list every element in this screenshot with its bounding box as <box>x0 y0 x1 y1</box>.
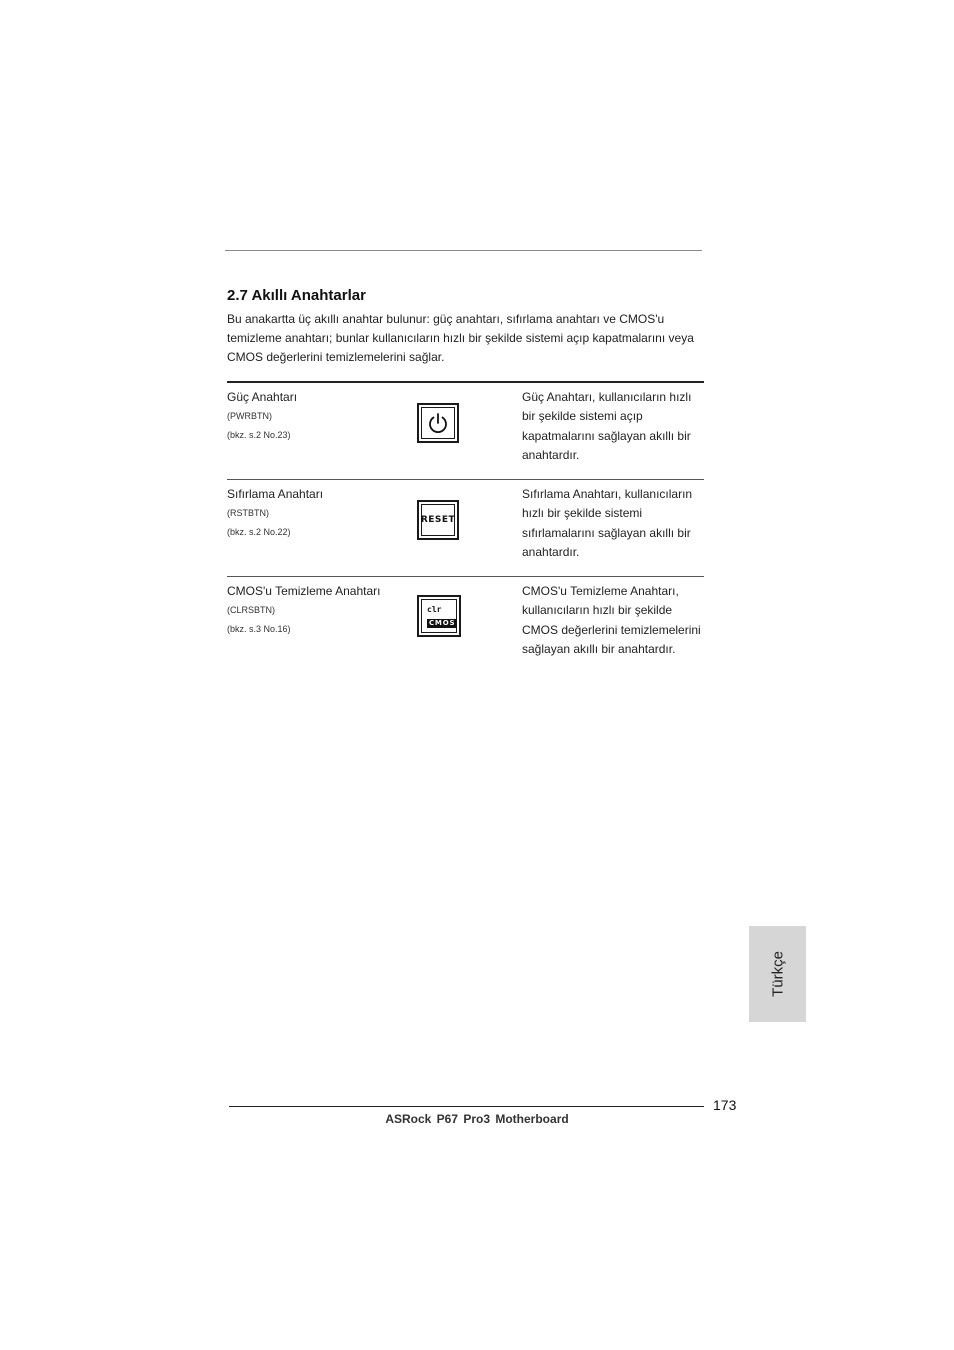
switch-reference: (bkz. s.3 No.16) <box>227 624 291 634</box>
switch-code: (PWRBTN) <box>227 411 272 421</box>
switch-row-power <box>227 383 704 480</box>
clear-cmos-icon <box>417 595 461 637</box>
switch-name: Sıfırlama Anahtarı <box>227 487 324 501</box>
switch-row-reset <box>227 480 704 577</box>
switch-description: Sıfırlama Anahtarı, kullanıcıların hızlı bir şekilde sistemi sıfırlamalarını sağlayan akıllı bir anahtardır. <box>522 487 693 559</box>
switch-row-clear-cmos <box>227 577 704 687</box>
language-tab-label: Türkçe <box>769 951 786 997</box>
top-divider <box>225 250 702 251</box>
switch-name: Güç Anahtarı <box>227 390 298 404</box>
switch-description: CMOS'u Temizleme Anahtarı, kullanıcıların hızlı bir şekilde CMOS değerlerini temizlemelerini sağlayan akıllı bir anahtardır. <box>522 584 701 656</box>
power-icon <box>417 403 459 443</box>
reset-icon <box>417 500 459 540</box>
power-symbol <box>426 411 450 435</box>
reset-icon-label: RESET <box>420 515 456 525</box>
switch-description: Güç Anahtarı, kullanıcıların hızlı bir şekilde sistemi açıp kapatmalarını sağlayan akıllı bir anahtardır. <box>522 390 692 462</box>
footer-divider <box>229 1106 704 1107</box>
footer-title: ASRock P67 Pro3 Motherboard <box>385 1112 569 1126</box>
clear-cmos-icon-clr: clr <box>427 605 442 614</box>
switch-table <box>227 381 704 687</box>
switch-name: CMOS'u Temizleme Anahtarı <box>227 584 381 598</box>
switch-reference: (bkz. s.2 No.22) <box>227 527 291 537</box>
switch-code: (CLRSBTN) <box>227 605 276 615</box>
section-heading: 2.7 Akıllı Anahtarlar <box>227 287 366 304</box>
switch-code: (RSTBTN) <box>227 508 269 518</box>
clear-cmos-icon-cmos: CMOS <box>429 619 456 627</box>
switch-reference: (bkz. s.2 No.23) <box>227 430 291 440</box>
intro-paragraph: Bu anakartta üç akıllı anahtar bulunur: güç anahtarı, sıfırlama anahtarı ve CMOS'u temizleme anahtarı; bunlar kullanıcıların hızlı bir şekilde sistemi açıp kapatmalarını veya CMOS değerlerini temizlemelerini sağlar. <box>227 312 694 365</box>
page-number: 173 <box>713 1097 737 1113</box>
language-tab <box>749 926 806 1022</box>
